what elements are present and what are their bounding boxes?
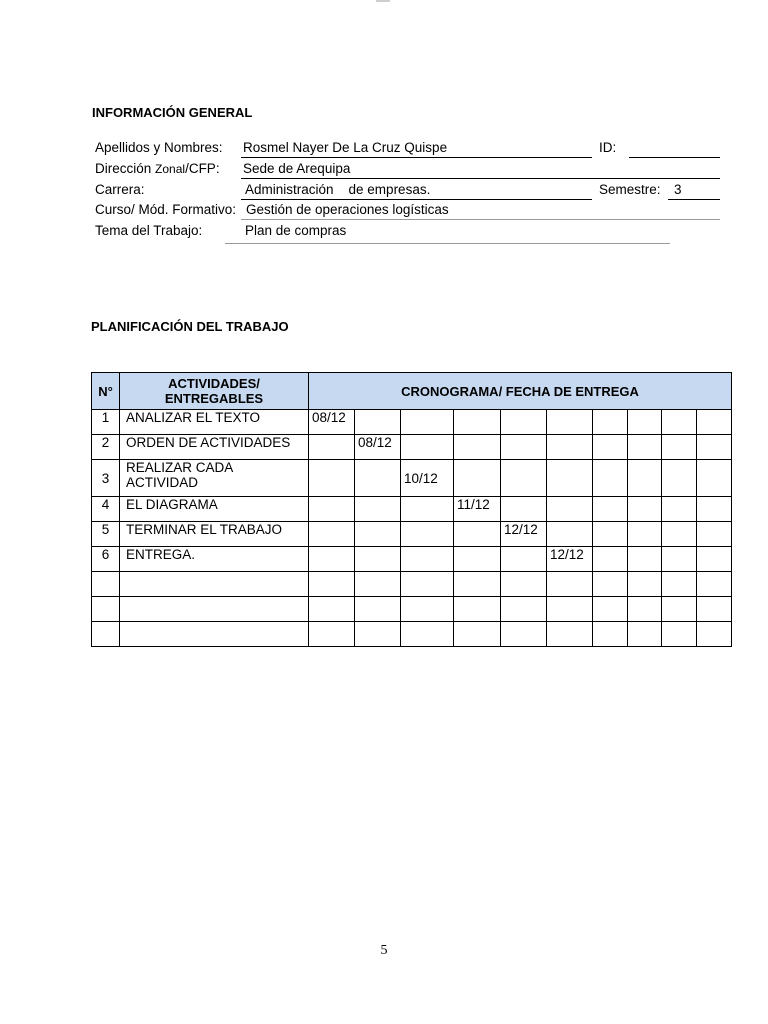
table-row	[92, 622, 732, 647]
table-row	[92, 410, 732, 435]
row-number	[92, 622, 120, 647]
schedule-date-cell	[697, 435, 732, 460]
schedule-date-cell	[401, 410, 454, 435]
schedule-date-cell	[401, 435, 454, 460]
schedule-date-cell	[355, 597, 401, 622]
schedule-date-cell	[628, 622, 662, 647]
tema-label: Tema del Trabajo:	[95, 223, 203, 238]
schedule-date-cell	[697, 622, 732, 647]
schedule-date-cell	[309, 435, 355, 460]
schedule-date-cell	[501, 547, 547, 572]
row-activity	[120, 572, 309, 597]
row-number: 6	[92, 547, 120, 572]
schedule-date-cell	[454, 622, 501, 647]
schedule-date-cell	[355, 410, 401, 435]
page-number: 5	[380, 943, 388, 958]
schedule-date-cell	[401, 597, 454, 622]
schedule-date-cell	[593, 622, 628, 647]
schedule-date-cell: 08/12	[355, 435, 401, 460]
curso-underline	[241, 219, 720, 220]
schedule-date-cell	[662, 410, 697, 435]
schedule-date-cell	[697, 597, 732, 622]
top-page-mark	[376, 0, 390, 2]
schedule-date-cell	[547, 410, 593, 435]
semestre-underline	[668, 199, 720, 200]
schedule-date-cell	[628, 572, 662, 597]
row-number: 3	[92, 460, 120, 497]
schedule-date-cell	[501, 460, 547, 497]
schedule-date-cell	[547, 460, 593, 497]
schedule-date-cell	[662, 622, 697, 647]
schedule-date-cell	[628, 460, 662, 497]
schedule-date-cell	[355, 622, 401, 647]
apellidos-label: Apellidos y Nombres:	[95, 140, 223, 155]
row-activity: TERMINAR EL TRABAJO	[120, 522, 309, 547]
id-underline	[629, 157, 720, 158]
schedule-date-cell	[547, 497, 593, 522]
carrera-underline	[241, 199, 592, 200]
schedule-date-cell	[309, 572, 355, 597]
id-label: ID:	[599, 140, 617, 155]
schedule-date-cell	[697, 547, 732, 572]
schedule-date-cell	[628, 497, 662, 522]
schedule-date-cell	[355, 460, 401, 497]
row-activity	[120, 597, 309, 622]
schedule-date-cell: 11/12	[454, 497, 501, 522]
schedule-date-cell	[662, 435, 697, 460]
schedule-date-cell	[628, 435, 662, 460]
schedule-date-cell	[309, 622, 355, 647]
schedule-date-cell: 12/12	[547, 547, 593, 572]
schedule-date-cell	[501, 435, 547, 460]
schedule-date-cell	[309, 522, 355, 547]
schedule-date-cell	[309, 597, 355, 622]
schedule-date-cell	[501, 622, 547, 647]
general-info-heading: INFORMACIÓN GENERAL	[92, 105, 253, 120]
schedule-date-cell	[309, 547, 355, 572]
schedule-date-cell	[593, 435, 628, 460]
schedule-date-cell	[309, 460, 355, 497]
row-activity: REALIZAR CADA ACTIVIDAD	[120, 460, 309, 497]
schedule-date-cell	[697, 522, 732, 547]
schedule-date-cell	[697, 460, 732, 497]
apellidos-underline	[241, 157, 592, 158]
schedule-body	[92, 410, 732, 647]
schedule-date-cell	[309, 497, 355, 522]
curso-label: Curso/ Mód. Formativo:	[95, 202, 237, 217]
col-activities-header: ACTIVIDADES/ ENTREGABLES	[120, 373, 309, 410]
table-row	[92, 435, 732, 460]
schedule-date-cell	[697, 572, 732, 597]
table-row	[92, 497, 732, 522]
schedule-date-cell	[593, 597, 628, 622]
schedule-date-cell	[401, 547, 454, 572]
plan-heading: PLANIFICACIÓN DEL TRABAJO	[91, 319, 289, 334]
schedule-date-cell	[662, 547, 697, 572]
schedule-date-cell	[628, 597, 662, 622]
row-activity	[120, 622, 309, 647]
row-number: 1	[92, 410, 120, 435]
schedule-date-cell	[547, 597, 593, 622]
carrera-value: Administración de empresas.	[245, 182, 431, 197]
schedule-date-cell	[355, 497, 401, 522]
schedule-table	[91, 372, 732, 647]
row-number	[92, 572, 120, 597]
schedule-date-cell	[628, 410, 662, 435]
carrera-label: Carrera:	[95, 182, 145, 197]
row-activity: ENTREGA.	[120, 547, 309, 572]
schedule-date-cell	[593, 522, 628, 547]
schedule-date-cell	[454, 522, 501, 547]
schedule-date-cell	[501, 497, 547, 522]
schedule-date-cell: 10/12	[401, 460, 454, 497]
row-activity: EL DIAGRAMA	[120, 497, 309, 522]
schedule-date-cell	[454, 435, 501, 460]
schedule-date-cell	[401, 497, 454, 522]
schedule-date-cell	[662, 460, 697, 497]
schedule-date-cell	[547, 522, 593, 547]
schedule-date-cell	[662, 597, 697, 622]
schedule-date-cell	[401, 522, 454, 547]
schedule-date-cell	[355, 547, 401, 572]
col-num-header: N°	[92, 373, 120, 410]
direccion-underline	[241, 178, 720, 179]
schedule-date-cell	[593, 572, 628, 597]
col-schedule-header: CRONOGRAMA/ FECHA DE ENTREGA	[309, 373, 732, 410]
schedule-date-cell	[662, 522, 697, 547]
schedule-date-cell	[662, 572, 697, 597]
row-activity: ORDEN DE ACTIVIDADES	[120, 435, 309, 460]
schedule-date-cell	[355, 572, 401, 597]
schedule-date-cell: 08/12	[309, 410, 355, 435]
table-header-row	[92, 373, 732, 410]
curso-value: Gestión de operaciones logísticas	[246, 202, 449, 217]
tema-value: Plan de compras	[245, 223, 347, 238]
row-number: 2	[92, 435, 120, 460]
schedule-date-cell	[501, 410, 547, 435]
schedule-date-cell	[454, 572, 501, 597]
schedule-date-cell	[697, 410, 732, 435]
schedule-date-cell	[454, 597, 501, 622]
schedule-date-cell	[593, 497, 628, 522]
row-number: 5	[92, 522, 120, 547]
direccion-label	[95, 161, 220, 176]
schedule-date-cell	[454, 460, 501, 497]
semestre-value: 3	[674, 182, 682, 197]
schedule-date-cell	[628, 522, 662, 547]
schedule-date-cell	[547, 435, 593, 460]
direccion-label-cfp: /CFP:	[185, 161, 220, 176]
table-row	[92, 597, 732, 622]
schedule-date-cell	[501, 572, 547, 597]
direccion-label-part: Dirección	[95, 161, 156, 176]
schedule-date-cell	[355, 522, 401, 547]
schedule-date-cell	[454, 410, 501, 435]
schedule-date-cell	[593, 547, 628, 572]
schedule-date-cell	[593, 460, 628, 497]
schedule-date-cell	[628, 547, 662, 572]
row-activity: ANALIZAR EL TEXTO	[120, 410, 309, 435]
schedule-date-cell	[662, 497, 697, 522]
schedule-date-cell	[454, 547, 501, 572]
direccion-value: Sede de Arequipa	[243, 161, 351, 176]
table-row	[92, 547, 732, 572]
schedule-date-cell	[547, 572, 593, 597]
schedule-date-cell	[401, 572, 454, 597]
table-row	[92, 572, 732, 597]
schedule-date-cell	[697, 497, 732, 522]
row-number	[92, 597, 120, 622]
schedule-date-cell	[593, 410, 628, 435]
schedule-date-cell	[401, 622, 454, 647]
row-number: 4	[92, 497, 120, 522]
apellidos-value: Rosmel Nayer De La Cruz Quispe	[243, 140, 448, 155]
schedule-date-cell	[547, 622, 593, 647]
schedule-date-cell: 12/12	[501, 522, 547, 547]
table-row	[92, 460, 732, 497]
direccion-label-zonal: Zonal	[155, 162, 186, 176]
schedule-date-cell	[501, 597, 547, 622]
tema-underline	[225, 243, 670, 244]
table-row	[92, 522, 732, 547]
semestre-label: Semestre:	[599, 182, 661, 197]
